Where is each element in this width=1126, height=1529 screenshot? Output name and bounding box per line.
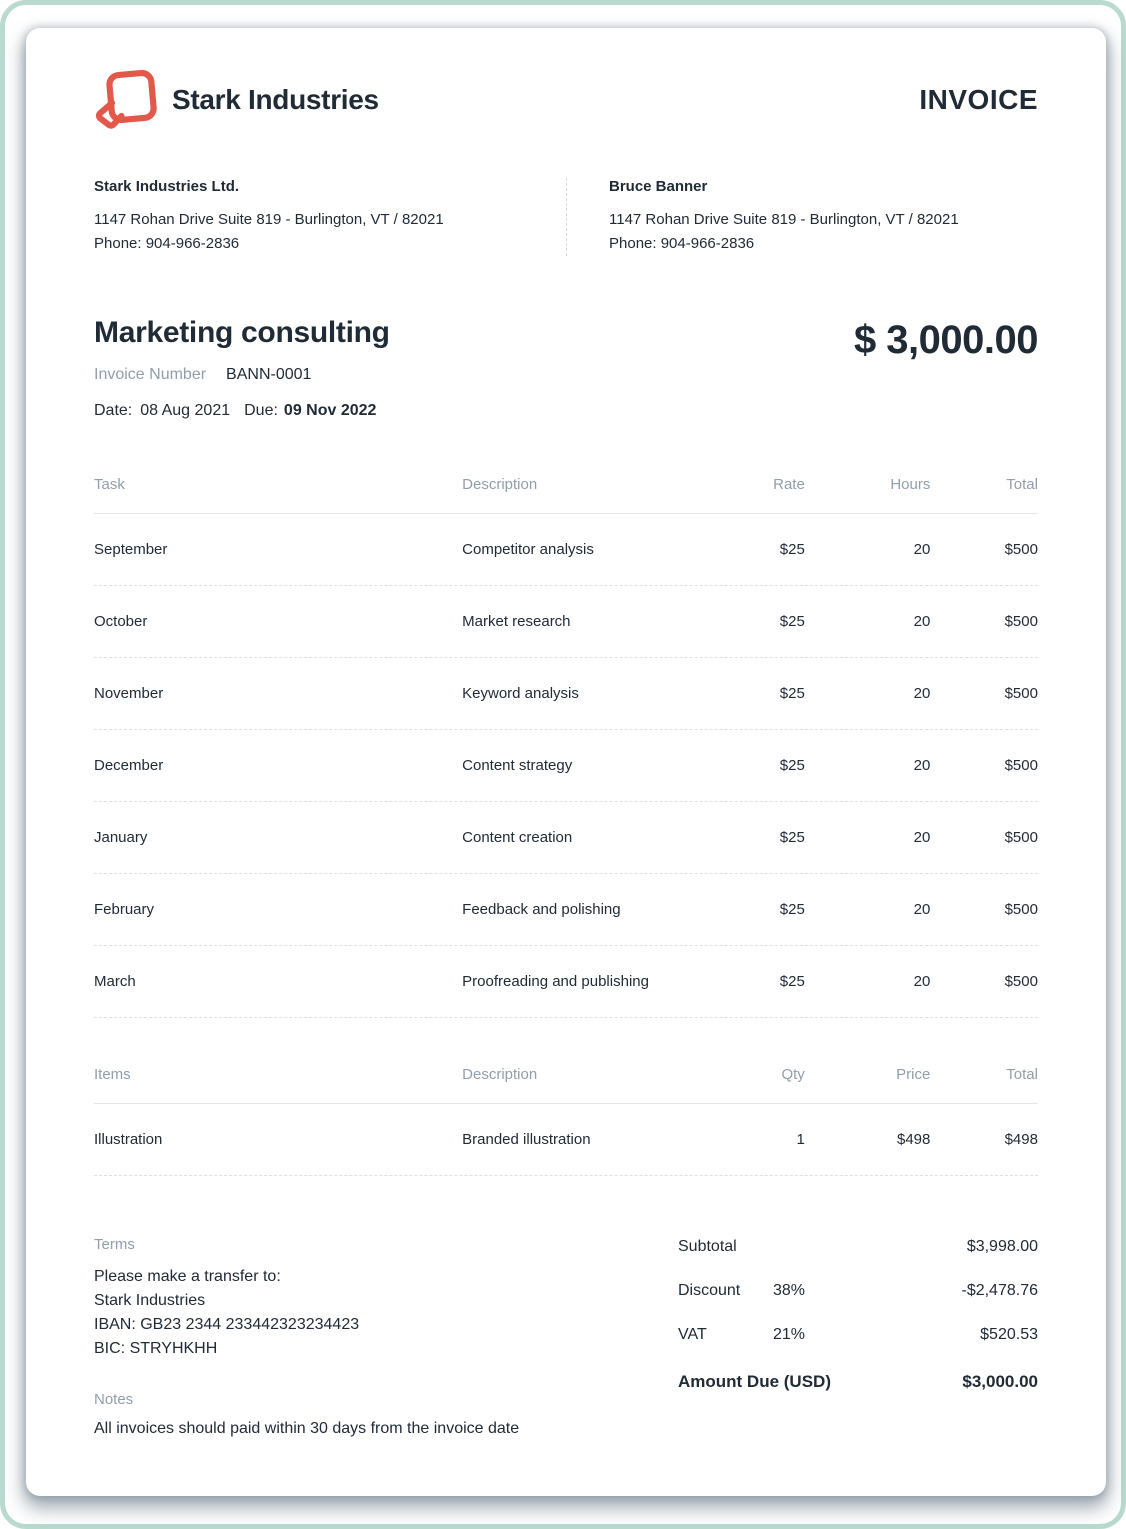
from-name: Stark Industries Ltd.	[94, 178, 240, 195]
brand	[94, 66, 379, 135]
notes-text: All invoices should paid within 30 days from the invoice date	[94, 1420, 520, 1437]
table-cell: Content creation	[462, 829, 573, 846]
table-cell: $25	[779, 973, 805, 990]
tasks-table-header	[94, 470, 1038, 514]
terms-notes-block	[94, 1236, 678, 1438]
table-row	[94, 514, 1038, 586]
items-table-header	[94, 1060, 1038, 1104]
notes-block	[94, 1391, 618, 1438]
table-cell: 20	[913, 685, 931, 702]
totals-label: VAT	[678, 1326, 707, 1343]
table-cell: Branded illustration	[462, 1131, 591, 1148]
table-cell: $500	[1004, 613, 1038, 630]
table-cell: $498	[1004, 1131, 1038, 1148]
table-row	[94, 874, 1038, 946]
brand-name: Stark Industries	[172, 84, 379, 115]
totals-label: Discount	[678, 1282, 741, 1299]
totals-value: $3,998.00	[966, 1238, 1038, 1255]
summary-left	[94, 316, 390, 420]
column-header: Total	[1006, 1066, 1038, 1083]
table-cell: $500	[1004, 901, 1038, 918]
invoice-dates-row	[94, 402, 390, 420]
table-row	[94, 658, 1038, 730]
items-table	[94, 1060, 1038, 1176]
totals-label: Subtotal	[678, 1238, 737, 1255]
invoice-number-row	[94, 366, 390, 384]
party-from	[94, 178, 566, 256]
table-cell: $498	[896, 1131, 931, 1148]
terms-line: IBAN: GB23 2344 233442323234423	[94, 1316, 360, 1333]
terms-line: Stark Industries	[94, 1292, 206, 1309]
table-cell: September	[94, 541, 168, 558]
from-address: 1147 Rohan Drive Suite 819 - Burlington, VT / 82021	[94, 211, 444, 228]
invoice-number-label: Invoice Number	[94, 366, 207, 383]
table-cell: 1	[796, 1131, 805, 1148]
table-row	[94, 1104, 1038, 1176]
table-cell: Proofreading and publishing	[462, 973, 649, 990]
to-address: 1147 Rohan Drive Suite 819 - Burlington, VT / 82021	[609, 211, 959, 228]
column-header: Total	[1006, 476, 1038, 493]
table-cell: $500	[1004, 757, 1038, 774]
invoice-summary	[94, 316, 1038, 420]
table-row	[94, 586, 1038, 658]
totals-value: -$2,478.76	[961, 1282, 1038, 1299]
amount-due-value: $3,000.00	[962, 1372, 1038, 1391]
column-header: Hours	[890, 476, 931, 493]
table-cell: 20	[913, 757, 931, 774]
table-cell: January	[94, 829, 148, 846]
table-row	[94, 946, 1038, 1018]
table-cell: $25	[779, 685, 805, 702]
invoice-footer	[94, 1236, 1038, 1438]
terms-line: Please make a transfer to:	[94, 1268, 281, 1285]
table-cell: 20	[913, 901, 931, 918]
column-header: Rate	[773, 476, 805, 493]
invoice-subject-title: Marketing consulting	[94, 316, 390, 349]
table-row	[94, 730, 1038, 802]
totals-block	[678, 1236, 1038, 1392]
table-cell: Feedback and polishing	[462, 901, 621, 918]
terms-lines	[94, 1265, 618, 1361]
table-cell: $25	[779, 901, 805, 918]
date-value: 08 Aug 2021	[140, 402, 231, 419]
table-cell: $25	[779, 829, 805, 846]
tasks-table	[94, 470, 1038, 1018]
notes-label: Notes	[94, 1391, 134, 1408]
table-cell: Illustration	[94, 1131, 163, 1148]
totals-row	[678, 1282, 1038, 1300]
table-cell: $25	[779, 541, 805, 558]
table-cell: October	[94, 613, 148, 630]
table-cell: 20	[913, 613, 931, 630]
terms-line: BIC: STRYHKHH	[94, 1340, 218, 1357]
table-cell: Keyword analysis	[462, 685, 579, 702]
totals-value: $520.53	[980, 1326, 1038, 1343]
table-cell: $500	[1004, 685, 1038, 702]
table-cell: $500	[1004, 973, 1038, 990]
brand-logo-icon	[94, 66, 158, 135]
table-cell: 20	[913, 973, 931, 990]
invoice-header	[94, 68, 1038, 132]
totals-percent: 21%	[773, 1326, 806, 1343]
date-label: Date:	[94, 402, 133, 419]
to-name: Bruce Banner	[609, 178, 708, 195]
table-cell: $25	[779, 613, 805, 630]
from-phone: Phone: 904-966-2836	[94, 235, 240, 252]
table-cell: Content strategy	[462, 757, 573, 774]
invoice-title-label: INVOICE	[919, 84, 1038, 115]
amount-due-row	[678, 1372, 1038, 1392]
table-cell: December	[94, 757, 164, 774]
table-cell: 20	[913, 829, 931, 846]
terms-label: Terms	[94, 1236, 135, 1253]
table-cell: $500	[1004, 829, 1038, 846]
invoice-card	[26, 28, 1106, 1496]
table-cell: Competitor analysis	[462, 541, 594, 558]
totals-rows	[678, 1238, 1038, 1344]
table-cell: November	[94, 685, 164, 702]
due-date-value: 09 Nov 2022	[283, 402, 377, 419]
totals-percent: 38%	[773, 1282, 806, 1299]
column-header: Description	[462, 476, 538, 493]
totals-row	[678, 1326, 1038, 1344]
totals-row	[678, 1238, 1038, 1256]
parties-section	[94, 178, 1038, 256]
table-cell: February	[94, 901, 155, 918]
column-header: Task	[94, 476, 125, 493]
invoice-number-value: BANN-0001	[226, 366, 312, 383]
invoice-total-amount: $ 3,000.00	[853, 318, 1038, 362]
table-cell: March	[94, 973, 136, 990]
table-cell: 20	[913, 541, 931, 558]
table-cell: Market research	[462, 613, 571, 630]
table-row	[94, 802, 1038, 874]
column-header: Qty	[781, 1066, 805, 1083]
amount-due-label: Amount Due (USD)	[678, 1372, 831, 1391]
party-to	[566, 178, 1038, 256]
due-label: Due:	[244, 402, 278, 419]
column-header: Items	[94, 1066, 131, 1083]
terms-block	[94, 1236, 618, 1361]
table-cell: $500	[1004, 541, 1038, 558]
column-header: Price	[896, 1066, 931, 1083]
items-table-body	[94, 1104, 1038, 1176]
column-header: Description	[462, 1066, 538, 1083]
to-phone: Phone: 904-966-2836	[609, 235, 755, 252]
table-cell: $25	[779, 757, 805, 774]
tasks-table-body	[94, 514, 1038, 1018]
